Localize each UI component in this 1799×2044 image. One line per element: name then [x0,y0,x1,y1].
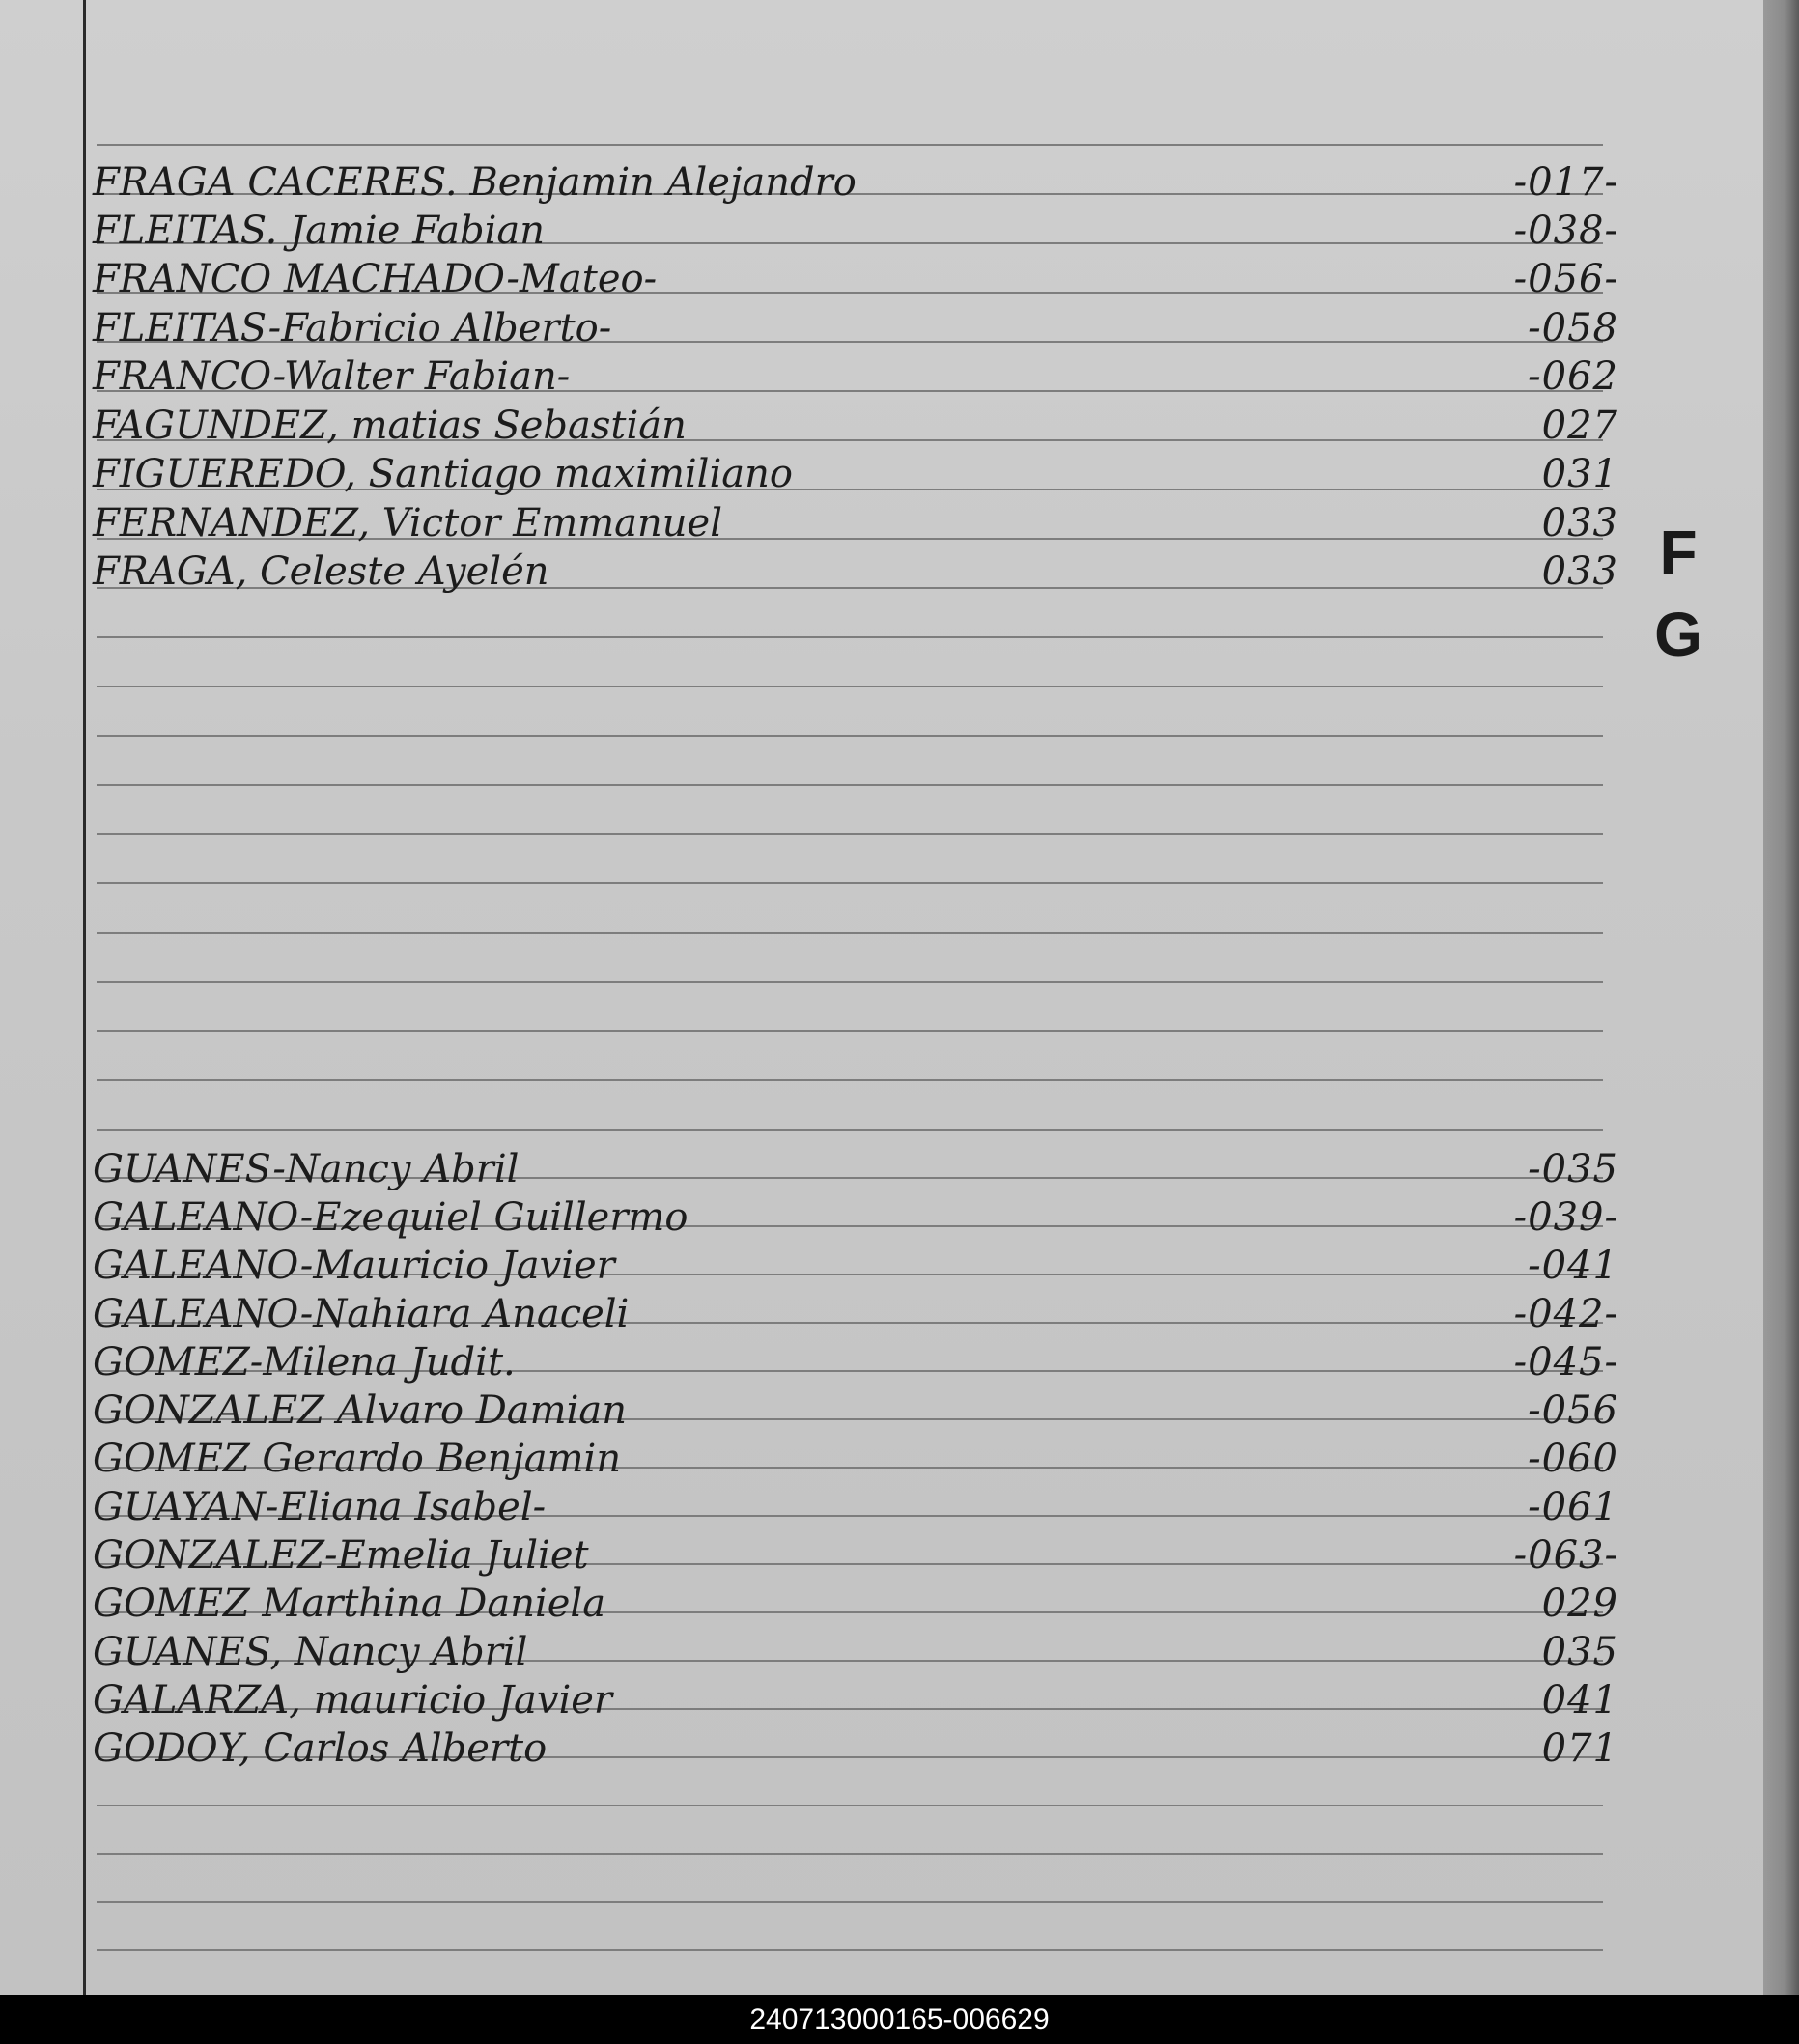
list-item [93,1726,1618,1771]
entry-name: GOMEZ Marthina Daniela [93,1582,606,1626]
entry-name: GONZALEZ-Emelia Juliet [93,1533,589,1578]
list-item [93,1244,1618,1288]
entry-name: FLEITAS-Fabricio Alberto- [93,306,612,350]
list-item [93,160,1618,205]
entry-name: FIGUEREDO, Santiago maximiliano [93,452,793,496]
entry-number: 027 [1541,404,1618,448]
entry-number: -056 [1528,1388,1618,1433]
entry-name: FRAGA CACERES. Benjamin Alejandro [93,160,857,205]
entry-name: GALEANO-Ezequiel Guillermo [93,1195,689,1240]
entry-name: FRANCO-Walter Fabian- [93,354,571,399]
entry-number: -062 [1528,354,1618,399]
entry-name: GUANES-Nancy Abril [93,1147,520,1191]
entry-name: GOMEZ-Milena Judit. [93,1340,516,1385]
page-edge [1763,0,1799,1995]
entry-number: -042- [1513,1292,1618,1336]
list-item [93,1485,1618,1529]
entry-name: GUAYAN-Eliana Isabel- [93,1485,547,1529]
entry-number: -017- [1513,160,1618,205]
list-item [93,209,1618,253]
entry-name: FAGUNDEZ, matias Sebastián [93,404,687,448]
entry-number: -056- [1513,257,1618,301]
footer-bar [0,1995,1799,2044]
entry-name: GALEANO-Mauricio Javier [93,1244,615,1288]
list-item [93,501,1618,546]
list-item [93,549,1618,594]
entry-number: -035 [1528,1147,1618,1191]
entry-number: -045- [1513,1340,1618,1385]
entry-name: GUANES, Nancy Abril [93,1630,528,1674]
entry-number: -058 [1528,306,1618,350]
entry-number: 035 [1541,1630,1618,1674]
list-item [93,1582,1618,1626]
list-item [93,1437,1618,1481]
list-item [93,1533,1618,1578]
list-item [93,1678,1618,1722]
list-item [93,354,1618,399]
entry-name: FLEITAS. Jamie Fabian [93,209,545,253]
entry-number: 071 [1541,1726,1618,1771]
section-letter-g: G [1654,600,1702,669]
list-item [93,404,1618,448]
list-item [93,1388,1618,1433]
entry-name: GALEANO-Nahiara Anaceli [93,1292,630,1336]
entry-number: -039- [1513,1195,1618,1240]
margin-line [83,0,86,1995]
entry-number: -063- [1513,1533,1618,1578]
entry-number: -041 [1528,1244,1618,1288]
entry-number: 033 [1541,549,1618,594]
entry-number: 029 [1541,1582,1618,1626]
entry-number: -038- [1513,209,1618,253]
entry-number: -060 [1528,1437,1618,1481]
list-item [93,257,1618,301]
entry-name: FERNANDEZ, Victor Emmanuel [93,501,723,546]
list-item [93,1340,1618,1385]
entry-name: FRAGA, Celeste Ayelén [93,549,549,594]
list-item [93,452,1618,496]
entry-number: -061 [1528,1485,1618,1529]
section-letter-f: F [1659,518,1698,587]
entry-number: 041 [1541,1678,1618,1722]
list-item [93,1195,1618,1240]
list-item [93,1147,1618,1191]
entry-name: GALARZA, mauricio Javier [93,1678,613,1722]
entry-name: GONZALEZ Alvaro Damian [93,1388,627,1433]
entry-number: 033 [1541,501,1618,546]
entry-name: GOMEZ Gerardo Benjamin [93,1437,622,1481]
list-item [93,1292,1618,1336]
document-id: 240713000165-006629 [749,2003,1050,2035]
entry-number: 031 [1541,452,1618,496]
entry-name: FRANCO MACHADO-Mateo- [93,257,658,301]
list-item [93,1630,1618,1674]
list-item [93,306,1618,350]
entry-name: GODOY, Carlos Alberto [93,1726,548,1771]
